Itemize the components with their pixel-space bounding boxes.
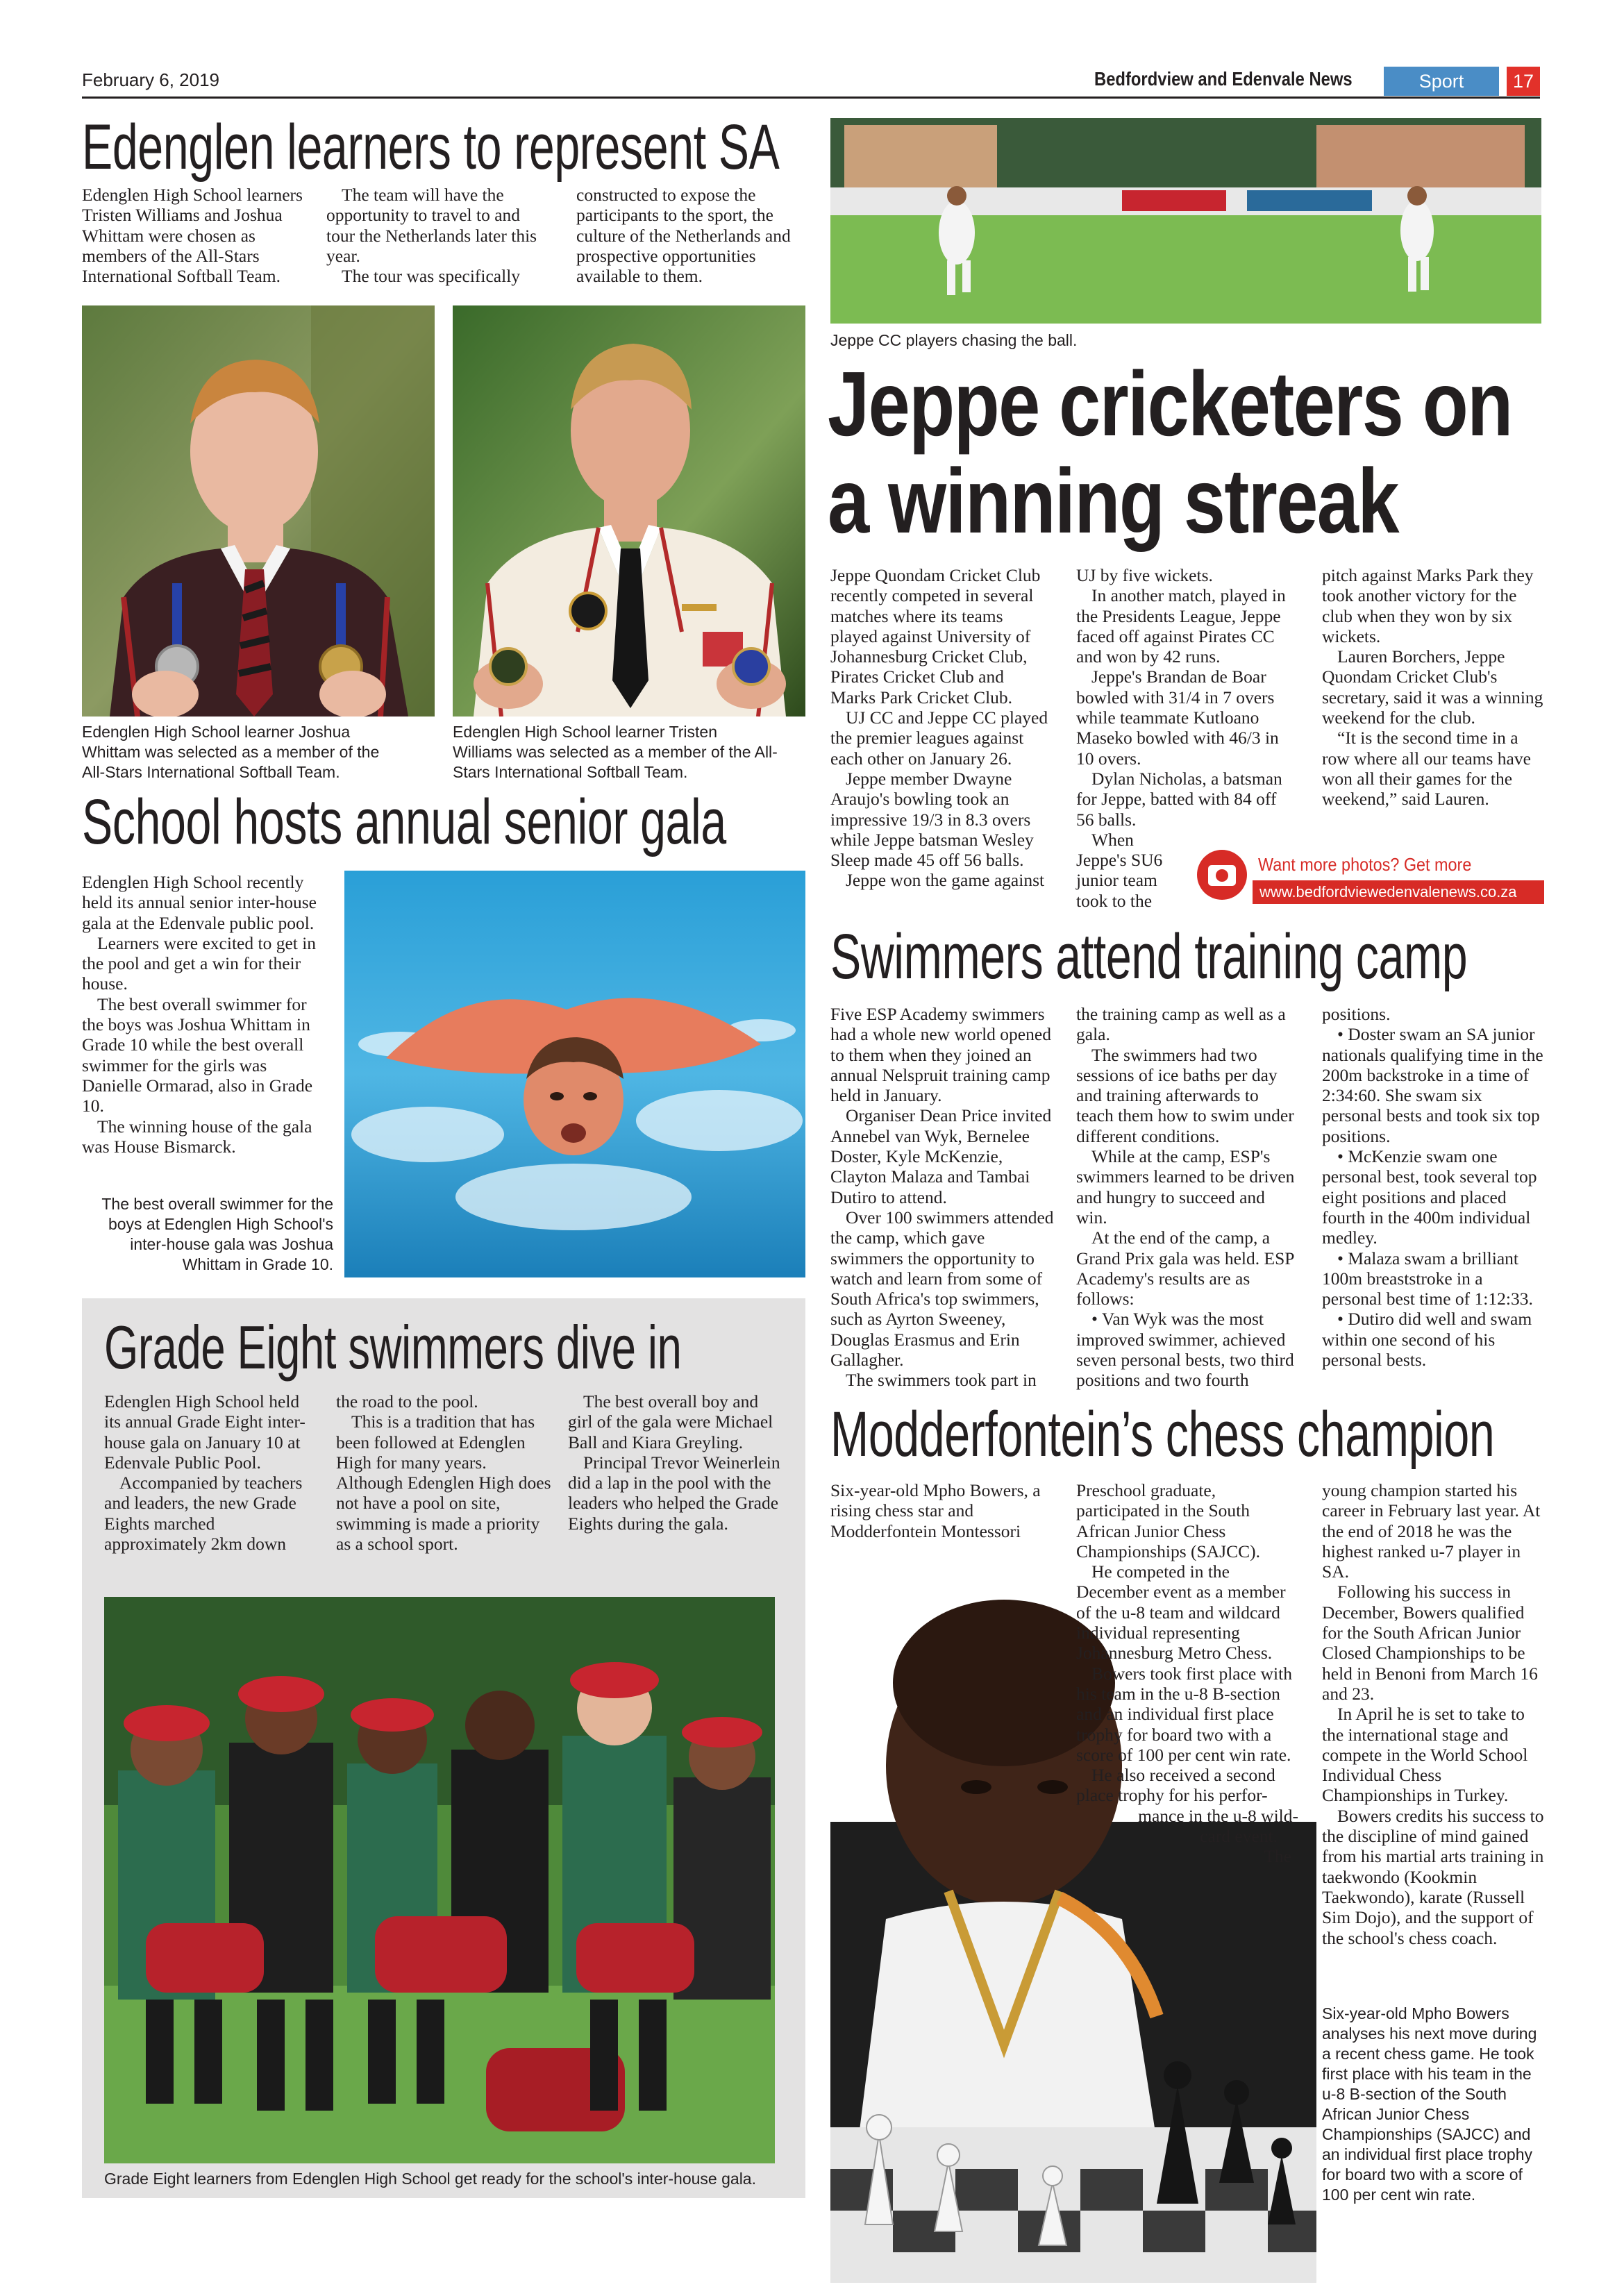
caption-senior-gala: The best overall swimmer for the boys at Edenglen High School's inter-house gala was Joshua Whittam in Grade 10. xyxy=(101,1195,333,1273)
portrait-image xyxy=(82,305,435,717)
story3-col3: The best overall boy and girl of the gala were Michael Ball and Kiara Greyling. Principal Trevor Weinerlein did a lap in the pool with the leaders who helped the Grade Eights during the gala. xyxy=(568,1391,780,1534)
promo-title: Want more photos? Get more xyxy=(1258,854,1472,875)
story4-col2: UJ by five wickets. In another match, played in the Presidents League, Jeppe faced off against Pirates CC and won by 42 runs. Jeppe's Brandan de Boar bowled with 31/4 in 7 overs while teammate Kutloano Maseko bowled with 46/3 in 10 overs. Dylan Nicholas, a batsman for Jeppe, batted with 84 off 56 balls. When Jeppe's SU6 junior team took to the xyxy=(1076,565,1286,911)
story5-col2: the training camp as well as a gala. The swimmers had two sessions of ice baths per day and training afterwards to teach them how to swim under different conditions. While at the camp, ESP's swimmers learned to be driven and hungry to succeed and win. At the end of the camp, a Grand Prix gala was held. ESP Academy's results are as follows: • Van Wyk was the most improved swimmer, achieved seven personal bests, two third positions and two fourth xyxy=(1076,1004,1295,1391)
caption-grade-eight: Grade Eight learners from Edenglen High School get ready for the school's inter-house gala. xyxy=(104,2170,756,2188)
issue-date: February 6, 2019 xyxy=(82,69,220,90)
headline-senior-gala: School hosts annual senior gala xyxy=(82,787,726,857)
caption-chess: Six-year-old Mpho Bowers analyses his next move during a recent chess game. He took first place with his team in the u-8 B-section of the South African Junior Chess Championships (SAJCC) and an individual first place trophy for board two with a score of 100 per cent win rate. xyxy=(1322,2004,1537,2204)
story3-col1: Edenglen High School held its annual Grade Eight inter-house gala on January 10 at Edenvale Public Pool. Accompanied by teachers and leaders, the new Grade Eights marched approximately 2km down xyxy=(104,1391,305,1555)
story1-col1: Edenglen High School learners Tristen Williams and Joshua Whittam were chosen as members of the All-Stars International Softball Team. xyxy=(82,185,303,287)
caption-cricket-photo: Jeppe CC players chasing the ball. xyxy=(830,331,1078,349)
photo-joshua-whittam xyxy=(82,305,435,717)
promo-photos-box[interactable] xyxy=(1197,850,1544,908)
photo-cricket-players xyxy=(830,118,1541,324)
swimmer-image xyxy=(344,871,805,1277)
story1-col2: The team will have the opportunity to travel to and tour the Netherlands later this year. The tour was specifically xyxy=(326,185,537,287)
story4-col3: pitch against Marks Park they took another victory for the club when they won by six wickets. Lauren Borchers, Jeppe Quondam Cricket Club's secretary, said it was a winning weekend for the club. “It is the second time in a row where all our teams have won all their games for the weekend,” said Lauren. xyxy=(1322,565,1543,810)
story3-col2: the road to the pool. This is a tradition that has been followed at Edenglen High for many years. Although Edenglen High does not have a pool on site, swimming is made a priority as a school sport. xyxy=(336,1391,551,1555)
headline-edenglen-learners: Edenglen learners to represent SA xyxy=(82,112,780,183)
section-tab: Sport xyxy=(1384,67,1499,96)
group-image xyxy=(104,1597,775,2163)
story6-col1: Six-year-old Mpho Bowers, a rising chess star and Modderfontein Montessori xyxy=(830,1480,1041,1541)
photo-grade-eight-learners xyxy=(104,1597,775,2163)
headline-swimmers-camp: Swimmers attend training camp xyxy=(830,921,1468,992)
story1-col3: constructed to expose the participants to the sport, the culture of the Netherlands and prospective opportunities available to them. xyxy=(576,185,791,287)
header-rule xyxy=(82,97,1540,99)
caption-joshua: Edenglen High School learner Joshua Whittam was selected as a member of the All-Stars International Softball Team. xyxy=(82,723,380,781)
story5-col1: Five ESP Academy swimmers had a whole new world opened to them when they joined an annual Nelspruit training camp held in January. Organiser Dean Price invited Annebel van Wyk, Bernelee Doster, Kyle McKenzie, Clayton Malaza and Tambai Dutiro to attend. Over 100 swimmers attended the camp, which gave swimmers the opportunity to watch and learn from some of South Africa's top swimmers, such as Ayrton Sweeney, Douglas Erasmus and Erin Gallagher. The swimmers took part in xyxy=(830,1004,1054,1391)
photo-swimmer-butterfly xyxy=(344,871,805,1277)
portrait-image xyxy=(453,305,805,717)
page-number: 17 xyxy=(1507,67,1540,96)
paper-name: Bedfordview and Edenvale News xyxy=(1094,68,1353,90)
headline-grade-eight: Grade Eight swimmers dive in xyxy=(104,1313,682,1382)
story2-text: Edenglen High School recently held its annual senior inter-house gala at the Edenvale public pool. Learners were excited to get in the pool and get a win for their house. The best overall swimmer for the boys was Joshua Whittam in Grade 10 while the best overall swimmer for the girls was Danielle Ormarad, also in Grade 10. The winning house of the gala was House Bismarck. xyxy=(82,872,317,1157)
story6-col2: Preschool graduate, participated in the South African Junior Chess Championships (SAJCC). He competed in the December event as a member of the u-8 team and wildcard individual representing Johannesburg Metro Chess. Bowers took first place with his team in the u-8 B-section and an individual first place trophy for board two with a score of 100 per cent win rate. He also received a second place trophy for his perfor- mance in the u-8 wild- card event. The xyxy=(1076,1480,1298,1867)
caption-tristen: Edenglen High School learner Tristen Williams was selected as a member of the All-Stars International Softball Team. xyxy=(453,723,778,781)
cricket-image xyxy=(830,118,1541,324)
story4-col1: Jeppe Quondam Cricket Club recently competed in several matches where its teams played against University of Johannesburg Cricket Club, Pirates Cricket Club and Marks Park Cricket Club. UJ CC and Jeppe CC played the premier leagues against each other on January 26. Jeppe member Dwayne Araujo's bowling took an impressive 19/3 in 8.3 overs while Jeppe batsman Wesley Sleep made 45 off 56 balls. Jeppe won the game against xyxy=(830,565,1048,891)
story5-col3: positions. • Doster swam an SA junior nationals qualifying time in the 200m backstroke in a time of 2:34:60. She swam six personal bests and took six top positions. • McKenzie swam one personal best, took several top eight positions and placed fourth in the 400m individual medley. • Malaza swam a brilliant 100m breaststroke in a personal best time of 1:12:33. • Dutiro did well and swam within one second of his personal bests. xyxy=(1322,1004,1543,1371)
photo-tristen-williams xyxy=(453,305,805,717)
promo-url-link[interactable]: www.bedfordviewedenvalenews.co.za xyxy=(1253,880,1544,904)
headline-jeppe-line2: a winning streak xyxy=(828,450,1398,552)
headline-chess-champion: Modderfontein’s chess champion xyxy=(830,1399,1495,1470)
headline-jeppe-line1: Jeppe cricketers on xyxy=(828,353,1512,455)
story6-col3: young champion started his career in February last year. At the end of 2018 he was the highest ranked u-7 player in SA. Following his success in December, Bowers qualified for the South African Junior Closed Championships to be held in Benoni from March 16 and 23. In April he is set to take to the international stage and compete in the World School Individual Chess Championships in Turkey. Bowers credits his success to the discipline of mind gained from his martial arts training in taekwondo (Kookmin Taekwondo), karate (Russell Sim Dojo), and the support of the school's chess coach. xyxy=(1322,1480,1544,1948)
camera-icon xyxy=(1197,850,1247,900)
